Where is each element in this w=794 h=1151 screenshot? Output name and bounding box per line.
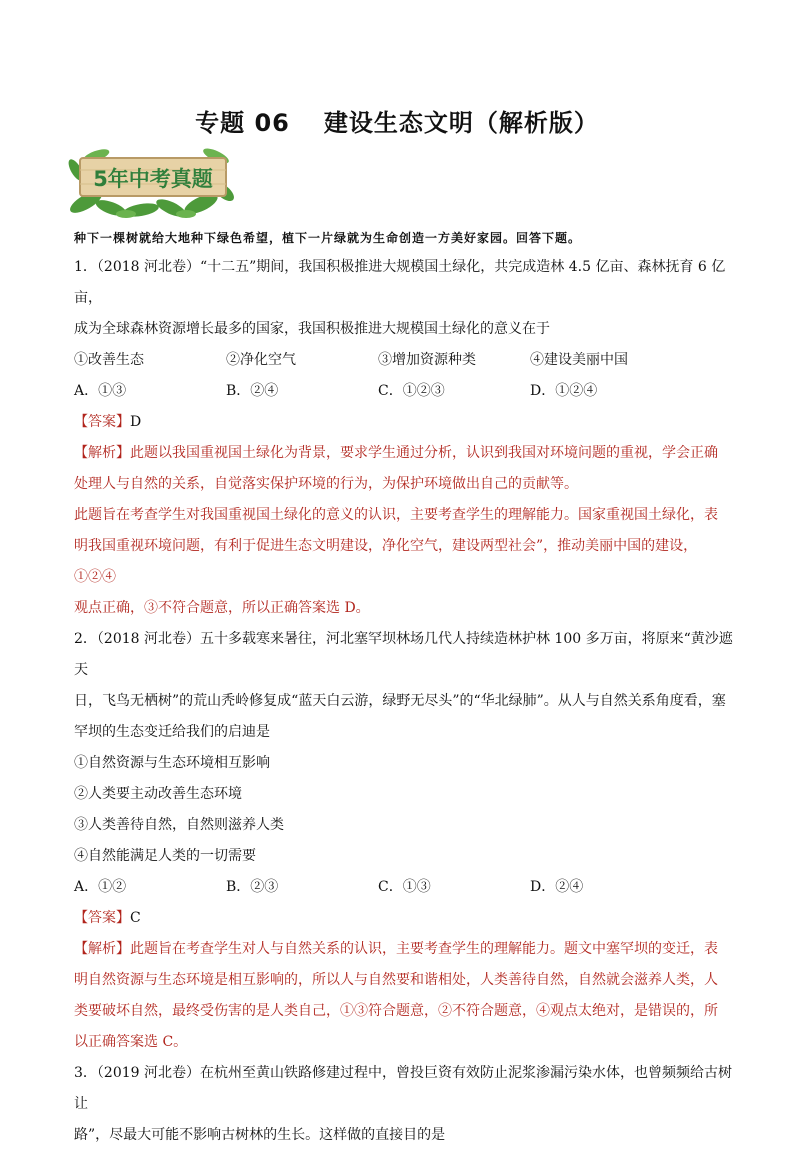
q1-stem-line: 成为全球森林资源增长最多的国家，我国积极推进大规模国土绿化的意义在于	[74, 321, 550, 337]
q1-choice: C．①②③	[378, 383, 445, 399]
q3-stem-line: 3．（2019 河北卷）在杭州至黄山铁路修建过程中，曾投巨资有效防止泥浆渗漏污染水体，也曾频频给古树让	[74, 1065, 732, 1112]
analysis-line: 以正确答案选 C。	[74, 1034, 188, 1050]
q1-choice: D．①②④	[530, 383, 598, 399]
q1-items	[74, 345, 734, 376]
q2-stem-line: 罕坝的生态变迁给我们的启迪是	[74, 724, 270, 740]
page-title	[0, 103, 794, 138]
q2-choice: A．①②	[74, 879, 127, 895]
analysis-line: 观点正确，③不符合题意，所以正确答案选 D。	[74, 600, 370, 616]
answer-value: D	[130, 414, 142, 430]
q1-choice: A．①③	[74, 383, 127, 399]
q2-stem-line: 日，飞鸟无栖树”的荒山秃岭修复成“蓝天白云游，绿野无尽头”的“华北绿肺”。从人与自然关系角度看，塞	[74, 693, 726, 709]
exam-banner-logo	[66, 142, 236, 220]
q1-item: ④建设美丽中国	[530, 352, 628, 368]
q3-stem-line: 路”，尽最大可能不影响古树林的生长。这样做的直接目的是	[74, 1127, 446, 1143]
q1-item: ③增加资源种类	[378, 352, 476, 368]
analysis-line: 明我国重视环境问题，有利于促进生态文明建设，净化空气，建设两型社会”，推动美丽中国的建设，	[74, 538, 698, 554]
q2-choices	[74, 872, 734, 903]
q1-choices	[74, 376, 734, 407]
q1-item: ②净化空气	[226, 352, 296, 368]
q2-choice: D．②④	[530, 879, 584, 895]
q1-choice: B．②④	[226, 383, 279, 399]
q2-item: ④自然能满足人类的一切需要	[74, 848, 256, 864]
title-text: 建设生态文明（解析版）	[323, 109, 599, 137]
q2-stem-line: 2．（2018 河北卷）五十多载寒来暑往，河北塞罕坝林场几代人持续造林护林 100 多万亩，将原来“黄沙遮天	[74, 631, 733, 678]
intro-text: 种下一棵树就给大地种下绿色希望，植下一片绿就为生命创造一方美好家园。回答下题。	[74, 231, 582, 245]
q1-item: ①改善生态	[74, 352, 144, 368]
answer-label: 【答案】	[74, 910, 130, 926]
analysis-line-wrap	[74, 531, 734, 593]
content	[74, 226, 734, 1151]
analysis-line: 此题旨在考查学生对人与自然关系的认识，主要考查学生的理解能力。题文中塞罕坝的变迁，表	[130, 941, 718, 957]
analysis-line: 明自然资源与生态环境是相互影响的，所以人与自然要和谐相处，人类善待自然，自然就会滋养人类，人	[74, 972, 718, 988]
analysis-line: 类要破坏自然，最终受伤害的是人类自己，①③符合题意，②不符合题意，④观点太绝对，是错误的，所	[74, 1003, 718, 1019]
analysis-line: 处理人与自然的关系，自觉落实保护环境的行为，为保护环境做出自己的贡献等。	[74, 476, 578, 492]
title-number: 专题 06	[195, 109, 290, 137]
analysis-label: 【解析】	[74, 941, 130, 957]
answer-value: C	[130, 910, 141, 926]
q1-analysis	[74, 438, 734, 469]
answer-label: 【答案】	[74, 414, 130, 430]
q2-item: ②人类要主动改善生态环境	[74, 786, 242, 802]
q1-answer	[74, 407, 734, 438]
q2-choice: B．②③	[226, 879, 279, 895]
analysis-label: 【解析】	[74, 445, 130, 461]
q2-answer	[74, 903, 734, 934]
q2-item: ③人类善待自然，自然则滋养人类	[74, 817, 284, 833]
q1-stem-line: 1．（2018 河北卷）“十二五”期间，我国积极推进大规模国土绿化，共完成造林 4.5 亿亩、森林抚育 6 亿亩，	[74, 259, 726, 306]
analysis-line: 此题旨在考查学生对我国重视国土绿化的意义的认识，主要考查学生的理解能力。国家重视国土绿化，表	[74, 507, 718, 523]
q2-item: ①自然资源与生态环境相互影响	[74, 755, 270, 771]
q2-choice: C．①③	[378, 879, 431, 895]
q2-analysis	[74, 934, 734, 965]
analysis-line: 此题以我国重视国土绿化为背景，要求学生通过分析，认识到我国对环境问题的重视，学会正确	[130, 445, 718, 461]
analysis-highlight: ①②④	[74, 569, 116, 585]
banner-text: 5年中考真题	[93, 167, 213, 191]
